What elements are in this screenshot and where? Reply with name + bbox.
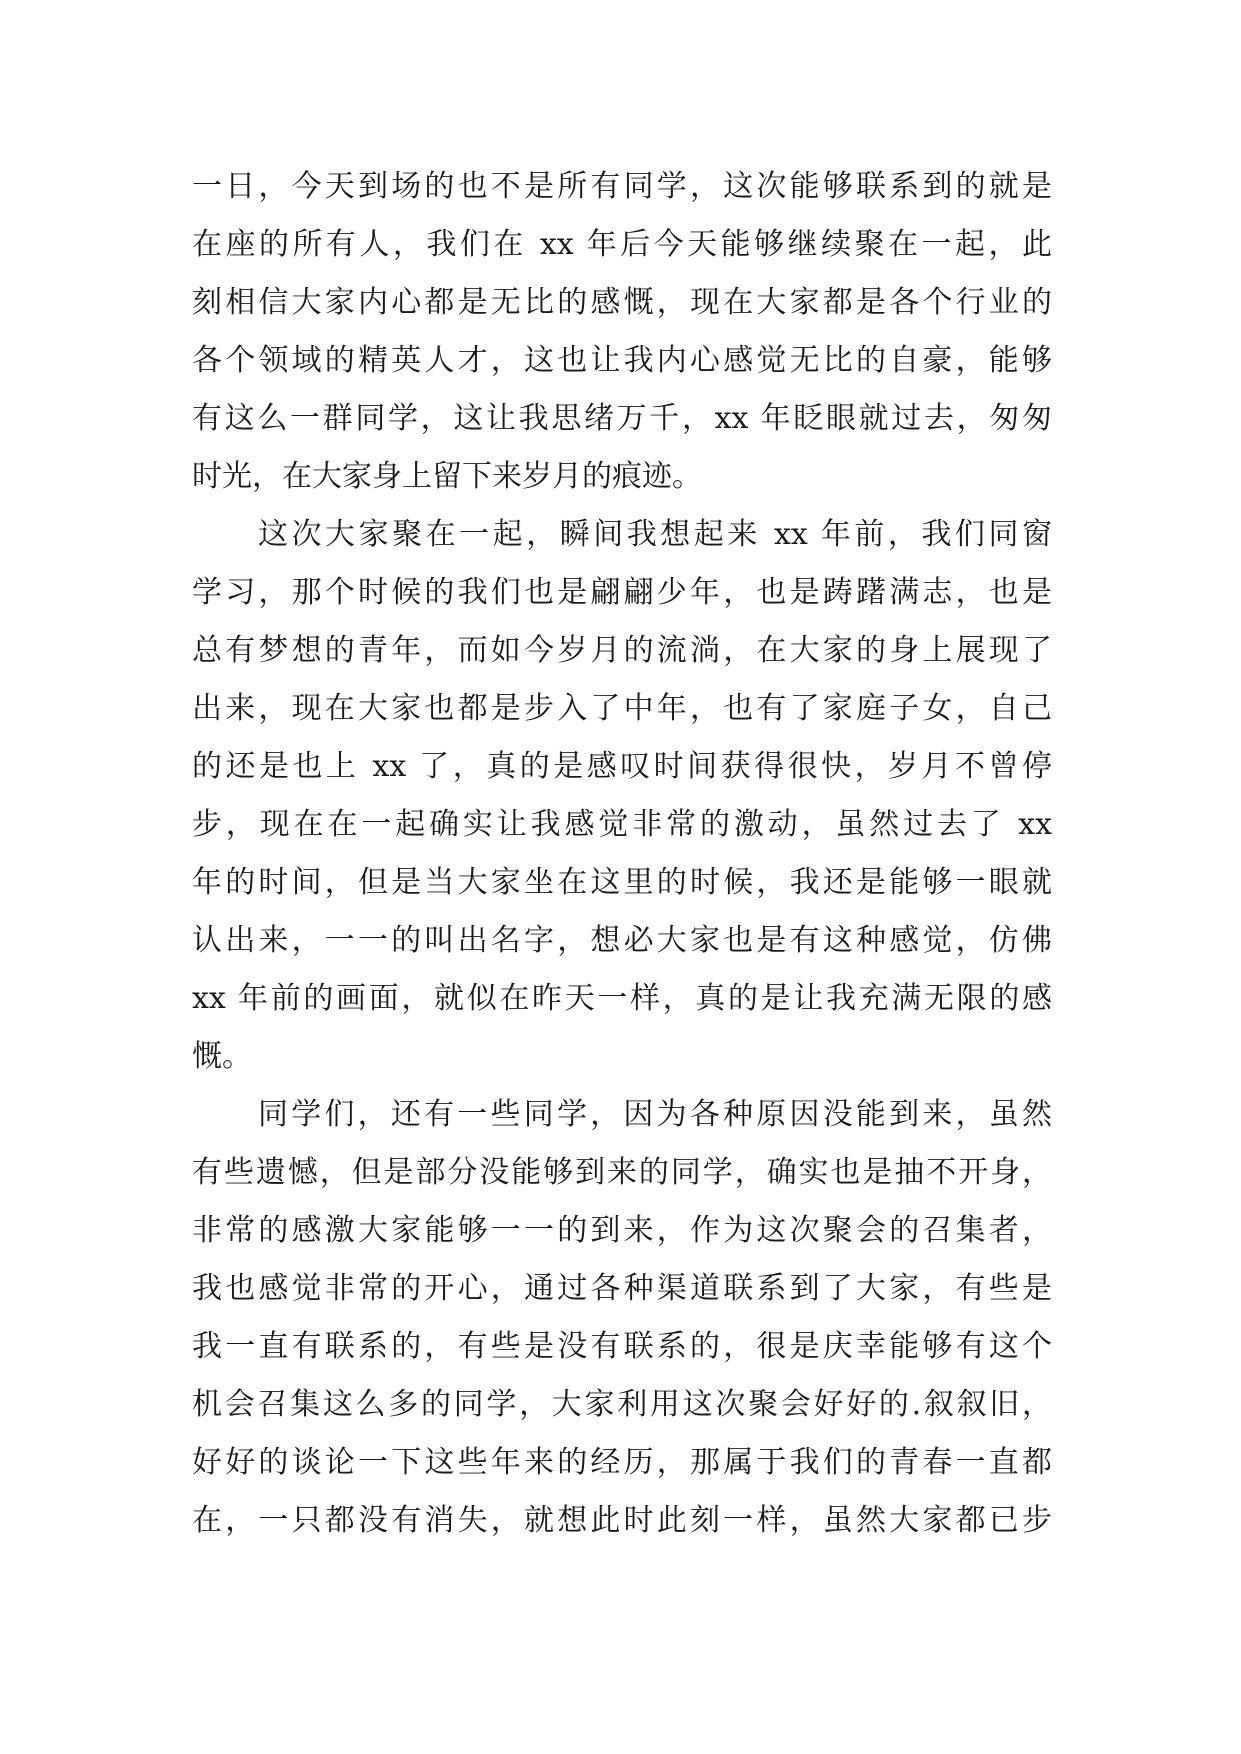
text-line: 有这么一群同学，这让我思绪万千，xx 年眨眼就过去，匆匆 — [192, 401, 1052, 436]
body-text — [192, 158, 1052, 1550]
text-line: 我也感觉非常的开心，通过各种渠道联系到了大家，有些是 — [192, 1271, 1052, 1306]
text-line: xx 年前的画面，就似在昨天一样，真的是让我充满无限的感 — [192, 981, 1052, 1016]
text-line: 慨。 — [192, 1039, 252, 1074]
text-line: 学习，那个时候的我们也是翩翩少年，也是踌躇满志，也是 — [192, 575, 1052, 610]
text-line: 刻相信大家内心都是无比的感慨，现在大家都是各个行业的 — [192, 285, 1052, 320]
text-line: 认出来，一一的叫出名字，想必大家也是有这种感觉，仿佛 — [192, 923, 1052, 958]
paragraph — [192, 1086, 1052, 1550]
text-line: 在，一只都没有消失，就想此时此刻一样，虽然大家都已步 — [192, 1503, 1052, 1538]
text-line: 步，现在在一起确实让我感觉非常的激动，虽然过去了 xx — [192, 807, 1052, 842]
text-line: 各个领域的精英人才，这也让我内心感觉无比的自豪，能够 — [192, 343, 1052, 378]
paragraph — [192, 506, 1052, 1086]
text-line: 出来，现在大家也都是步入了中年，也有了家庭子女，自己 — [192, 691, 1052, 726]
text-line: 在座的所有人，我们在 xx 年后今天能够继续聚在一起，此 — [192, 227, 1052, 262]
text-line: 年的时间，但是当大家坐在这里的时候，我还是能够一眼就 — [192, 865, 1052, 900]
text-line: 我一直有联系的，有些是没有联系的，很是庆幸能够有这个 — [192, 1329, 1052, 1364]
text-line: 这次大家聚在一起，瞬间我想起来 xx 年前，我们同窗 — [258, 517, 1052, 552]
text-line: 时光，在大家身上留下来岁月的痕迹。 — [192, 459, 702, 494]
text-line: 机会召集这么多的同学，大家利用这次聚会好好的.叙叙旧， — [192, 1387, 1052, 1422]
text-line: 的还是也上 xx 了，真的是感叹时间获得很快，岁月不曾停 — [192, 749, 1052, 784]
text-line: 总有梦想的青年，而如今岁月的流淌，在大家的身上展现了 — [192, 633, 1052, 668]
text-line: 非常的感激大家能够一一的到来，作为这次聚会的召集者， — [192, 1213, 1052, 1248]
paragraph — [192, 158, 1052, 506]
text-line: 有些遗憾，但是部分没能够到来的同学，确实也是抽不开身， — [192, 1155, 1052, 1190]
text-line: 好好的谈论一下这些年来的经历，那属于我们的青春一直都 — [192, 1445, 1052, 1480]
text-line: 同学们，还有一些同学，因为各种原因没能到来，虽然 — [258, 1097, 1052, 1132]
text-line: 一日，今天到场的也不是所有同学，这次能够联系到的就是 — [192, 169, 1052, 204]
